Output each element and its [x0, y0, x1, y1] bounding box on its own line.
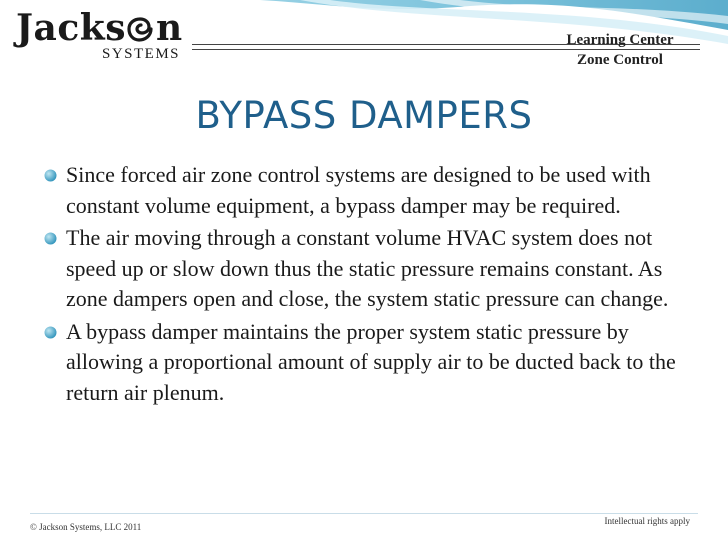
logo-swirl-icon — [126, 15, 156, 43]
header-label — [540, 30, 700, 70]
copyright-notice: © Jackson Systems, LLC 2011 — [30, 522, 142, 532]
bullet-item — [40, 160, 690, 221]
logo-text-part-2: n — [156, 7, 183, 49]
zone-control-label: Zone Control — [577, 52, 663, 68]
bullet-item — [40, 223, 690, 315]
slide-title: BYPASS DAMPERS — [195, 94, 533, 137]
bullet-text: Since forced air zone control systems are designed to be used with constant volume equipment, a bypass damper may be required. — [66, 162, 651, 218]
bullet-dot-icon — [44, 169, 57, 182]
company-logo — [6, 6, 216, 68]
logo-wordmark — [16, 8, 183, 48]
logo-text-part-1: Jacks — [16, 7, 126, 49]
bullet-text: The air moving through a constant volume HVAC system does not speed up or slow down thus the static pressure remains constant. As zone dampers open and close, the system static pressure can change. — [66, 225, 669, 311]
bullet-dot-icon — [44, 232, 57, 245]
bullet-dot-icon — [44, 326, 57, 339]
learning-center-label: Learning Center — [566, 32, 674, 48]
rights-notice: Intellectual rights apply — [604, 516, 690, 526]
bullet-list — [40, 160, 690, 410]
footer-divider — [30, 513, 698, 514]
bullet-text: A bypass damper maintains the proper system static pressure by allowing a proportional amount of supply air to be ducted back to the return air plenum. — [66, 318, 676, 405]
logo-subtitle: SYSTEMS — [102, 46, 181, 62]
bullet-item — [40, 317, 690, 409]
